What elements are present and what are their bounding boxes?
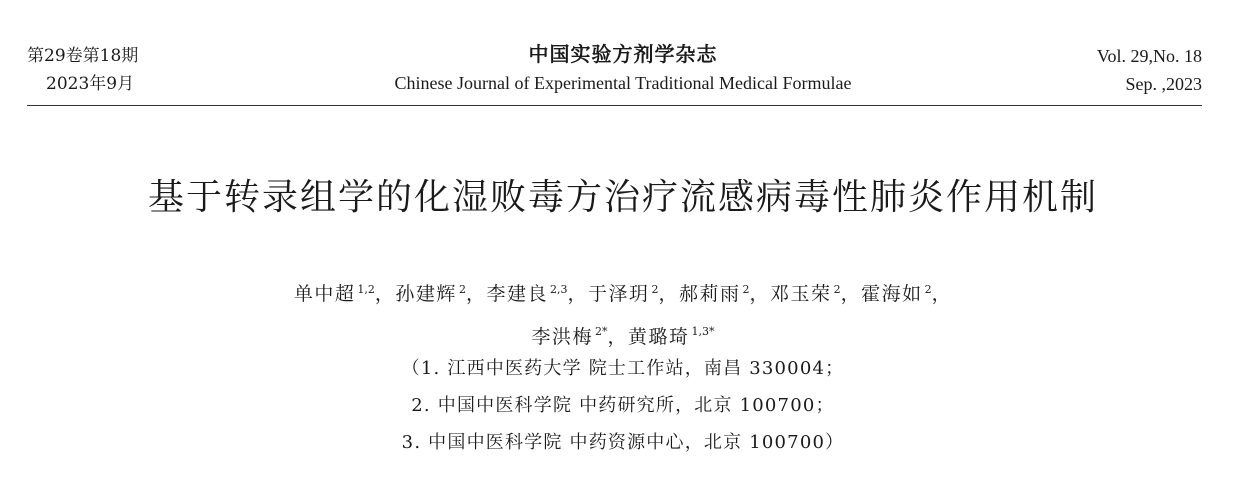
affiliation-3: 3. 中国中医科学院 中药资源中心，北京 100700）: [401, 432, 845, 453]
header-volume: Vol. 29,No. 18: [1096, 46, 1202, 66]
author: 李洪梅 $^{2*}$，: [531, 325, 628, 348]
author: 邓玉荣 $^2$，: [770, 283, 862, 306]
journal-name-en: Chinese Journal of Experimental Traditional Medical Formulae: [394, 73, 852, 93]
affiliation-2: 2. 中国中医科学院 中药研究所，北京 100700；: [411, 395, 835, 416]
author: 李建良 $^{2,3}$，: [486, 283, 588, 306]
author: 黄璐琦 $^{1,3*}$: [628, 325, 715, 348]
affiliation-list: [0, 350, 1246, 461]
author: 霍海如 $^2$，: [861, 283, 953, 306]
author: 于泽玥 $^2$，: [587, 283, 680, 306]
header-volume-info: [1097, 42, 1202, 98]
header-rule: [27, 105, 1202, 106]
header-issue-date: 2023年9月: [46, 74, 135, 94]
author-list: [0, 271, 1246, 356]
header-journal-name: [0, 40, 1246, 96]
author: 孙建辉 $^2$，: [395, 283, 487, 306]
journal-header: [0, 0, 1246, 108]
author: 单中超 $^{1,2}$，: [293, 283, 396, 306]
journal-name-cn: 中国实验方剂学杂志: [528, 42, 718, 66]
affiliation-1: （1. 江西中医药大学 院士工作站，南昌 330004；: [401, 358, 845, 379]
paper-title: 基于转录组学的化湿败毒方治疗流感病毒性肺炎作用机制: [147, 177, 1098, 218]
author: 郝莉雨 $^2$，: [679, 283, 771, 306]
header-volume-date: Sep. ,2023: [1125, 74, 1202, 94]
author-line-1: [0, 271, 1246, 313]
header-issue: 第29卷第18期: [27, 46, 139, 66]
